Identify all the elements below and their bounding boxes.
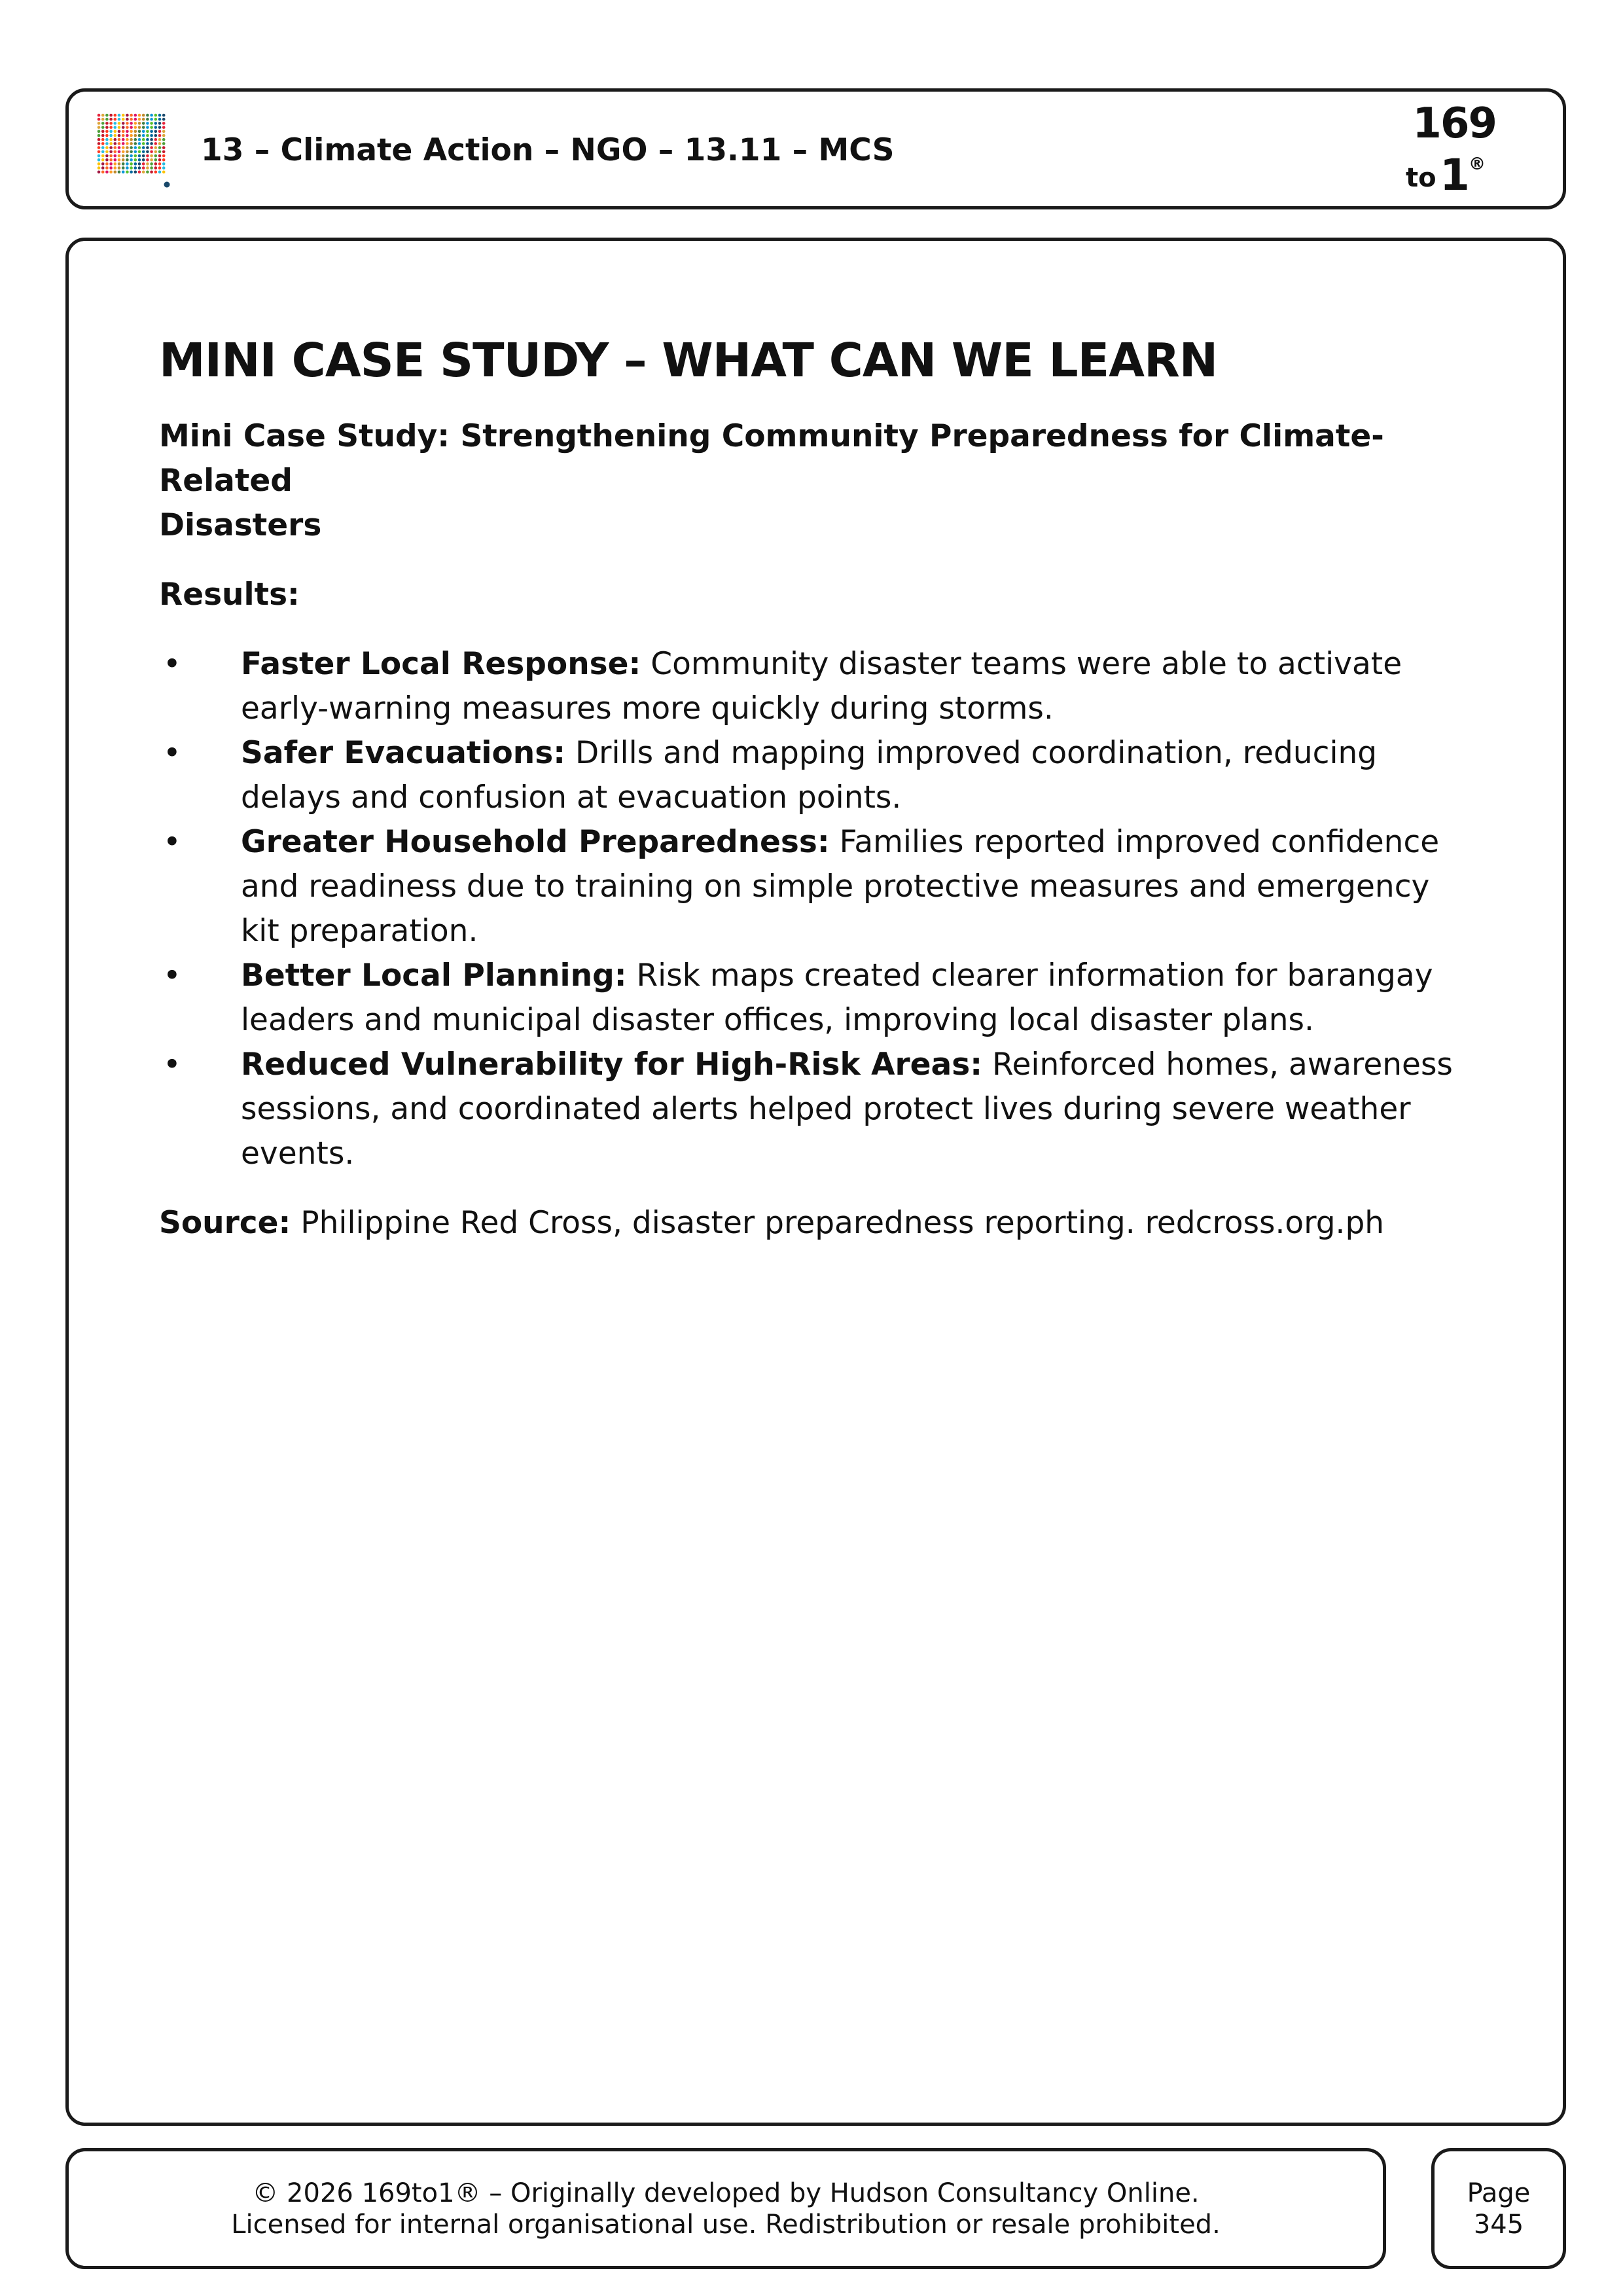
bullet-label: Faster Local Response: [241, 646, 641, 683]
bullet-text: and readiness due to training on simple protective measures and emergency [241, 869, 1430, 905]
bullet-text: sessions, and coordinated alerts helped protect lives during severe weather [241, 1091, 1411, 1128]
brand-logo [1398, 99, 1503, 198]
header-title: 13 – Climate Action – NGO – 13.11 – MCS [201, 132, 895, 168]
page-number: 345 [1473, 2210, 1524, 2240]
content-area [159, 332, 1468, 1246]
page-header [65, 88, 1566, 209]
page-indicator [1435, 2178, 1563, 2240]
source-label: Source: [159, 1205, 291, 1242]
results-heading: Results: [159, 577, 300, 613]
bullet-text: Risk maps created clearer information for barangay [626, 958, 1433, 994]
source-citation [159, 1201, 1468, 1246]
bullet-text: Families reported improved confidence [829, 824, 1440, 861]
bullet-icon: • [163, 1047, 181, 1083]
page-number-box [1431, 2148, 1566, 2269]
bullet-text: kit preparation. [241, 913, 478, 950]
bullet-label: Safer Evacuations: [241, 735, 566, 772]
subtitle-line: Mini Case Study: Strengthening Community Preparedness for Climate-Related [159, 418, 1384, 499]
bullet-text: events. [241, 1136, 355, 1172]
page-title: MINI CASE STUDY – WHAT CAN WE LEARN [159, 333, 1218, 387]
bullet-label: Reduced Vulnerability for High-Risk Areas: [241, 1047, 983, 1083]
list-item [159, 642, 1468, 731]
copyright-notice [69, 2178, 1383, 2240]
bullet-text: Drills and mapping improved coordination, reducing [565, 735, 1378, 772]
bullet-icon: • [163, 735, 181, 772]
bullet-text: Reinforced homes, awareness [982, 1047, 1453, 1083]
bullet-text: delays and confusion at evacuation points. [241, 780, 902, 816]
page-label: Page [1467, 2178, 1531, 2208]
bullet-icon: • [163, 958, 181, 994]
list-item [159, 1043, 1468, 1176]
list-item [159, 954, 1468, 1043]
case-study-subtitle [159, 414, 1468, 548]
list-item [159, 731, 1468, 820]
bullet-label: Better Local Planning: [241, 958, 627, 994]
main-content-panel [65, 238, 1566, 2126]
bullet-label: Greater Household Preparedness: [241, 824, 830, 861]
brand-registered-mark: ® [1469, 154, 1486, 174]
source-text: Philippine Red Cross, disaster preparedness reporting. redcross.org.ph [291, 1205, 1385, 1242]
bullet-text: early-warning measures more quickly during storms. [241, 691, 1054, 727]
brand-to: to [1406, 163, 1436, 193]
brand-number: 169 [1412, 99, 1496, 148]
license-line: Licensed for internal organisational use. Redistribution or resale prohibited. [231, 2210, 1221, 2240]
brand-one: 1 [1440, 150, 1470, 200]
page-footer [65, 2148, 1386, 2269]
subtitle-line: Disasters [159, 507, 322, 544]
bullet-icon: • [163, 824, 181, 861]
bullet-icon: • [163, 646, 181, 683]
sdg-dot-grid-icon [96, 113, 173, 190]
results-list [159, 642, 1468, 1176]
copyright-line: © 2026 169to1® – Originally developed by Hudson Consultancy Online. [252, 2178, 1200, 2208]
list-item [159, 820, 1468, 954]
bullet-text: leaders and municipal disaster offices, improving local disaster plans. [241, 1002, 1314, 1039]
bullet-text: Community disaster teams were able to activate [641, 646, 1402, 683]
